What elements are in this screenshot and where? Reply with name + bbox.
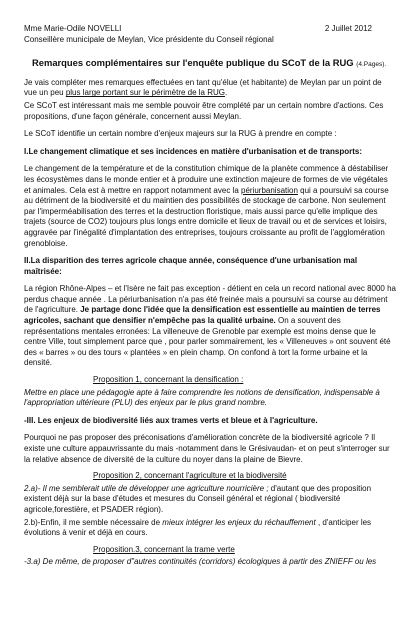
section-1-heading: I.Le changement climatique et ses incidences en matière d'urbanisation et de transports: (24, 146, 362, 156)
intro-text: Je vais compléter mes remarques effectuées en tant qu'élue (et habitante) de Meylan par un point de vue un peu (24, 77, 382, 98)
section-1-text-end: qui a poursuivi sa course au détriment de la biodiversité et du maintien des possibilités de stockage de carbone. Non seulement par l'imperméabilisation des terres et la destruction floristique, mais aussi parce qu'elle implique des trajets (source de CO2) toujours plus longs entre domicile et lieux de travail ou et de services et loisirs, aggravée par l'inégalité d'implantation des entreprises, toujours croissante au profit de l'agglomération grenobloise. (24, 185, 389, 248)
letter-header (24, 24, 396, 35)
letter-date: 2 Juillet 2012 (324, 24, 372, 33)
proposition-3a: -3.a) De même, de proposer d"autres continuités (corridors) écologiques à partir des ZNIEFF ou les (24, 557, 377, 567)
proposition-2b-text: 2.b)-Enfin, il me semble nécessaire de (24, 517, 163, 527)
proposition-3-title: Proposition.3, concernant la trame verte (93, 544, 235, 554)
proposition-2a-italic: 2.a)- Il me semblerait utile de développer une agriculture nourricière ; (24, 483, 269, 493)
section-2-text: La région Rhône-Alpes – et l'Isère ne fait pas exception - détient en cela un record national avec 8000 ha perdus chaque année . La périurbanisation n'a pas été freinée mais a poursuivi sa course au détriment de l'agriculture. (24, 284, 396, 315)
document-title (32, 58, 396, 71)
section-2-text-end: On a souvent des représentations mentales erronées: La villeneuve de Grenoble par exemple est moins dense que le centre Ville, tout simplement parce que , pour parler sommairement, les « Villeneuves » ont souvent été des « barres » ou des tours « plantées » en plein champ. On confond à tort la forme urbaine et la densité. (24, 316, 391, 368)
title-main: Remarques complémentaires sur l'enquête publique du SCoT de la RUG (32, 57, 354, 69)
section-3-paragraph: Pourquoi ne pas proposer des préconisations d'amélioration concrète de la biodiversité agricole ? Il existe une culture appauvrissante du mais -notamment dans le Grésivaudan- et on peut s'interroger sur la relative absence de diversité de la culture du noyer dans la plaine de Bievre. (24, 433, 390, 464)
proposition-2b-italic: mieux intégrer les enjeux du réchauffement (162, 517, 316, 527)
author-name: Mme Marie-Odile NOVELLI (24, 24, 122, 33)
section-1-text: Le changement de la température et de la constitution chimique de la planète commence à déstabiliser les écosystèmes dans le monde entier et à produire une extinction majeure de formes de vie végétales et animales. Cela est à mettre en rapport notamment avec la (24, 164, 389, 195)
proposition-2a-text: d'autant que des proposition existent déjà sur la base d'études et mesures du Conseil général et régional ( biodiversité agricole,forestière, et PSADER région). (24, 483, 372, 514)
section-2-paragraph (24, 284, 396, 369)
intro-paragraph-3: Le SCoT identifie un certain nombre d'enjeux majeurs sur la RUG à prendre en compte : (24, 129, 337, 139)
author-role: Conseillère municipale de Meylan, Vice présidente du Conseil régional (24, 34, 274, 44)
proposition-2b (24, 518, 396, 539)
section-1-underlined-term: périurbanisation (241, 185, 298, 195)
section-2-heading: II.La disparition des terres agricole chaque année, conséquence d'une urbanisation mal maîtrisée: (24, 256, 358, 276)
intro-underlined-text: plus large portant sur le périmètre de la RUG (65, 88, 225, 98)
section-3-heading: -III. Les enjeux de biodiversité liés aux trames verts et bleue et à l'agriculture. (24, 415, 318, 425)
intro-text-end: . (225, 88, 228, 98)
proposition-1-title: Proposition 1, concernant la densification : (93, 375, 244, 385)
section-1-paragraph (24, 164, 396, 249)
proposition-2a (24, 484, 396, 516)
proposition-2-title: Proposition 2, concernant l'agriculture et la biodiversité (93, 471, 287, 481)
intro-paragraph-2: Ce SCoT est intéressant mais me semble pouvoir être complété par un certain nombre d'actions. Ces propositions, d'une façon générale, concernent aussi Meylan. (24, 100, 384, 121)
title-page-count: (4.Pages). (356, 61, 387, 69)
proposition-2b-text-end: , d'anticiper les évolutions à venir et déjà en cours. (24, 517, 372, 538)
section-2-bold-text: Je partage donc l'idée que la densification est essentielle au maintien de terres agricoles, sachant que densifier n'empêche pas la qualité urbaine. (24, 305, 381, 326)
proposition-1-text: Mettre en place une pédagogie apte à faire comprendre les notions de densification, indispensable à l'appropriation ultérieure (PLU) des enjeux par le plus grand nombre. (24, 387, 380, 408)
intro-paragraph-1 (24, 78, 396, 99)
